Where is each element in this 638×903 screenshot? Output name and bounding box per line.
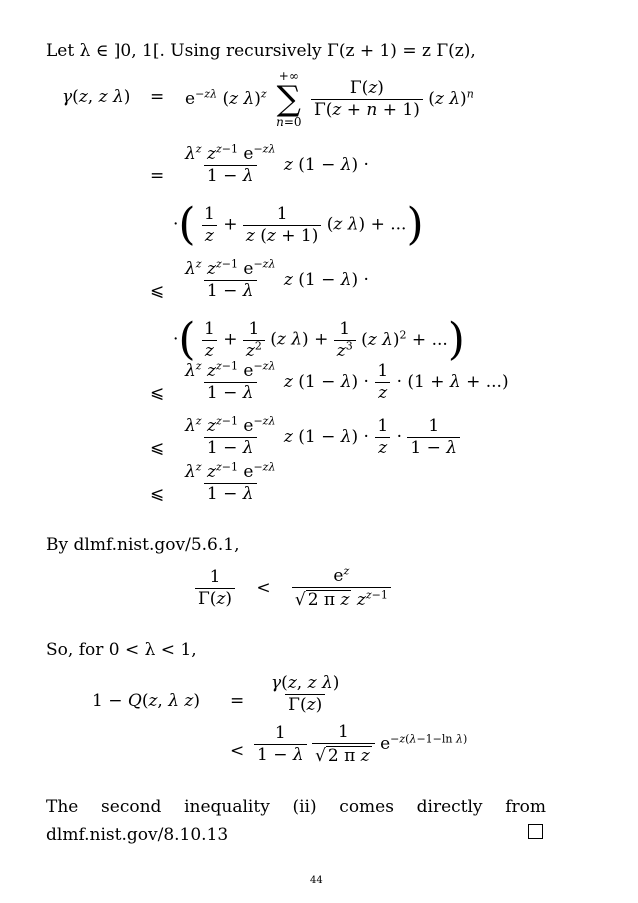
equation-rhs-6: $\frac{\lambda^z z^{z-1} e^{-z\lambda}}{1 - \lambda}$ z (1 − λ) · $\frac{1}{z}$ · (1 + λ + ...): [185, 359, 509, 403]
equation-rel-1: =: [150, 87, 165, 107]
equation-rel-2: =: [150, 166, 165, 186]
page-number: 44: [310, 875, 323, 886]
equation-rhs-5: ·( $\frac{1}{z}$ + $\frac{1}{z^2}$ (z λ) + $\frac{1}{z^3}$ (z λ)$^2$ + ...): [173, 314, 465, 365]
equation-line-1: γ(z, z λ): [62, 87, 131, 107]
qed-symbol: [528, 824, 543, 843]
q-rhs-2: $\frac{1}{1 - \lambda}$ $\frac{1}{\text{√ 2 π z}}$ $e^{-z(\lambda-1-ln \lambda)}$: [254, 724, 467, 765]
q-rel-1: =: [230, 691, 245, 711]
equation-rel-8: ⩽: [150, 484, 165, 504]
q-rhs-1: $\frac{\text{γ(z, z λ)}}{\Gamma(z)}$: [271, 673, 340, 715]
q-lhs: 1 − Q(z, λ z): [92, 691, 201, 711]
equation-rel-7: ⩽: [150, 438, 165, 458]
concluding-text: The second inequality (ii) comes directly from dlmf.nist.gov/8.10.13: [46, 797, 546, 845]
equation-rhs-2: $\frac{\lambda^z z^{z-1} e^{-z\lambda}}{1 - \lambda}$ z (1 − λ) ·: [185, 142, 369, 186]
equation-rhs-7: $\frac{\lambda^z z^{z-1} e^{-z\lambda}}{1 - \lambda}$ z (1 − λ) · $\frac{1}{z}$ · $\frac{1}{1 - \lambda}$: [182, 418, 460, 457]
reference-text-2: So, for 0 < λ < 1,: [46, 640, 197, 660]
equation-rhs-4: $\frac{\lambda^z z^{z-1} e^{-z\lambda}}{1 - \lambda}$ z (1 − λ) ·: [185, 257, 369, 301]
gamma-inequality: $\frac{1}{\Gamma(z)}$ < $\frac{e^z}{√ 2 \pi z z^{z-1}}$: [195, 568, 391, 609]
equation-rhs-1: $e^{-z\lambda}$ (z λ)$^z$ +∞ ∑ n=0 $\frac{\Gamma(z)}{\Gamma(z + n + 1)}$ (z λ)$^n$: [185, 69, 474, 129]
equation-rhs-8: $\frac{\lambda^z z^{z-1} e^{-z\lambda}}{1 - \lambda}$: [185, 460, 276, 504]
equation-rhs-3: ·( $\frac{1}{z}$ + $\frac{1}{z (z + 1)}$ (z λ) + ...): [173, 199, 424, 250]
reference-text-1: By dlmf.nist.gov/5.6.1,: [46, 535, 240, 555]
q-rel-2: <: [230, 741, 245, 761]
equation-rel-4: ⩽: [150, 281, 165, 301]
equation-rel-6: ⩽: [150, 383, 165, 403]
intro-text: Let λ ∈ ]0, 1[. Using recursively Γ(z + 1) = z Γ(z),: [46, 41, 476, 61]
